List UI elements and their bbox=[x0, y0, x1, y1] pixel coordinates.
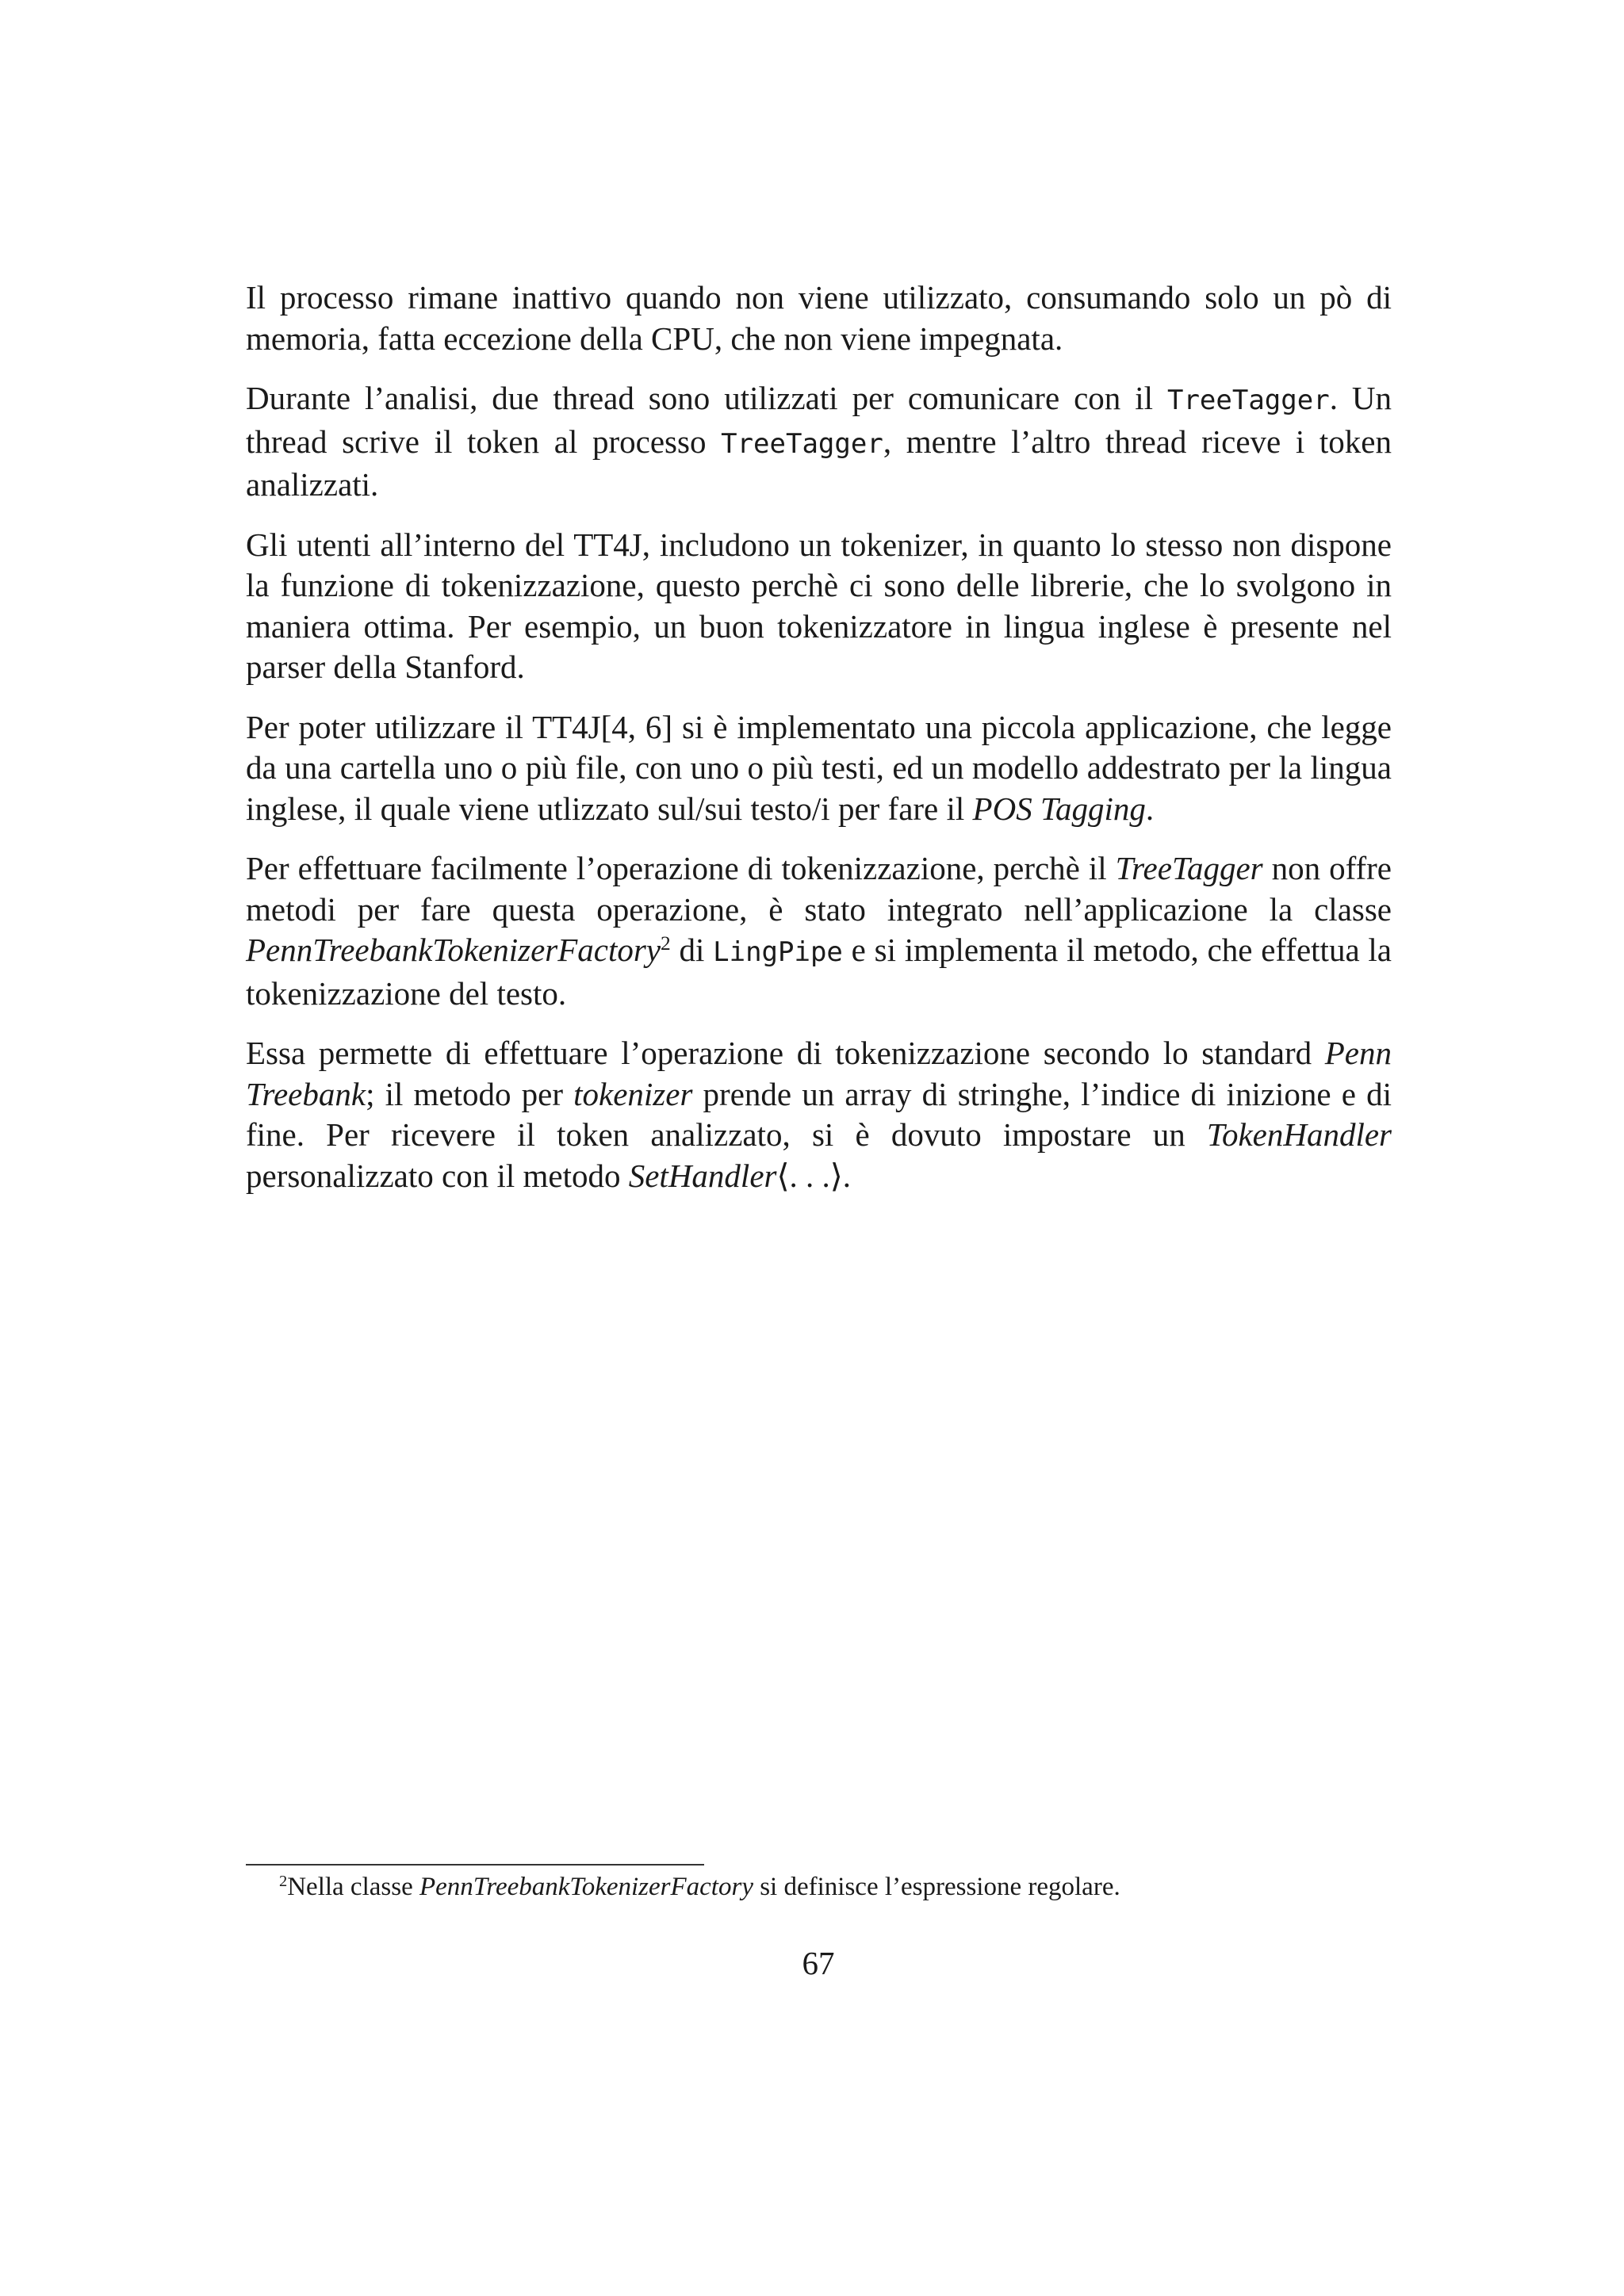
text-span: Per poter utilizzare il TT4J[4, 6] si è implementato una piccola applicazione, che legge da una cartella uno o più file, con uno o più testi, ed un modello addestrato per la lingua inglese, il quale viene utlizzato sul/sui testo/i per fare il bbox=[246, 708, 1392, 827]
text-span: non offre metodi per fare questa operazione, è stato integrato nell’applicazione la classe bbox=[246, 850, 1392, 928]
paragraph-text: Il processo rimane inattivo quando non viene utilizzato, consumando solo un pò di memoria, fatta eccezione della CPU, che non viene impegnata. bbox=[246, 279, 1392, 357]
code-treetagger: TreeTagger bbox=[721, 427, 883, 460]
emphasis-penn-treebank: Penn Treebank bbox=[246, 1035, 1392, 1112]
paragraph-text: Gli utenti all’interno del TT4J, includono un tokenizer, in quanto lo stesso non dispone la funzione di tokenizzazione, questo perchè ci sono delle librerie, che lo svolgono in maniera ottima. Per esempio, un buon tokenizzatore in lingua inglese è presente nel parser della Stanford. bbox=[246, 526, 1392, 685]
main-text bbox=[246, 277, 1392, 1215]
paragraph-1 bbox=[246, 277, 1392, 359]
emphasis-tokenhandler: TokenHandler bbox=[1206, 1116, 1392, 1153]
page-number: 67 bbox=[802, 1945, 835, 1981]
footnote-text: Nella classe bbox=[287, 1873, 419, 1901]
paragraph-4 bbox=[246, 707, 1392, 830]
footnote-divider bbox=[246, 1864, 704, 1866]
emphasis-treetagger: TreeTagger bbox=[1115, 850, 1263, 886]
footnote bbox=[246, 1869, 1392, 1904]
footnote-mark: 2 bbox=[279, 1872, 288, 1890]
paragraph-5 bbox=[246, 848, 1392, 1014]
text-span: Durante l’analisi, due thread sono utilizzati per comunicare con il bbox=[246, 380, 1167, 416]
text-span: di bbox=[670, 932, 714, 968]
footnote-emphasis: PennTreebankTokenizerFactory bbox=[419, 1873, 753, 1901]
paragraph-2 bbox=[246, 378, 1392, 506]
emphasis-sethandler: SetHandler bbox=[628, 1157, 777, 1194]
emphasis-pos-tagging: POS Tagging bbox=[972, 790, 1146, 827]
text-span: e si implementa il metodo, che effettua la tokenizzazione del testo. bbox=[246, 932, 1392, 1012]
text-span: prende un array di stringhe, l’indice di inizione e di fine. Per ricevere il token analizzato, si è dovuto impostare un bbox=[246, 1075, 1392, 1153]
text-span: . Un thread scrive il token al processo bbox=[246, 380, 1392, 460]
text-span: ; il metodo per bbox=[366, 1075, 574, 1112]
footnote-text: si definisce l’espressione regolare. bbox=[753, 1873, 1120, 1901]
emphasis-class-name: PennTreebankTokenizerFactory bbox=[246, 932, 661, 968]
paragraph-6 bbox=[246, 1033, 1392, 1196]
text-span: ⟨. . .⟩. bbox=[776, 1157, 851, 1194]
text-span: Essa permette di effettuare l’operazione di tokenizzazione secondo lo standard bbox=[246, 1035, 1325, 1071]
text-span: . bbox=[1145, 790, 1155, 827]
code-treetagger: TreeTagger bbox=[1166, 385, 1330, 416]
code-lingpipe: LingPipe bbox=[713, 936, 843, 968]
footnote-reference[interactable]: 2 bbox=[661, 932, 671, 955]
text-span: Per effettuare facilmente l’operazione di tokenizzazione, perchè il bbox=[246, 850, 1116, 886]
emphasis-tokenizer: tokenizer bbox=[573, 1075, 693, 1112]
paragraph-3 bbox=[246, 525, 1392, 688]
text-span: personalizzato con il metodo bbox=[246, 1157, 629, 1194]
text-span: , mentre l’altro thread riceve i token analizzati. bbox=[246, 423, 1392, 503]
